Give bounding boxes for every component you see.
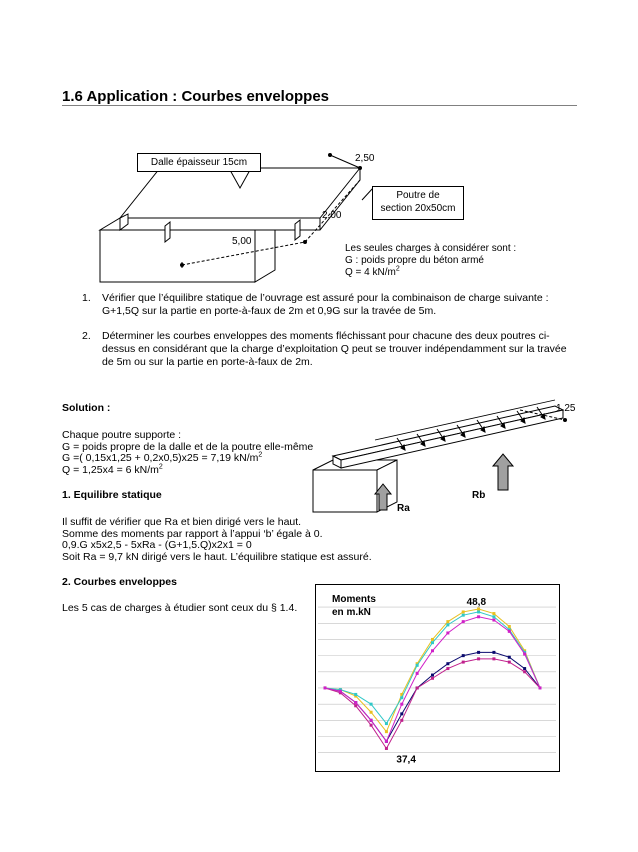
series-point xyxy=(370,719,373,722)
dim-overhang-label: 2,00 xyxy=(322,210,342,221)
list-item: 1. Vérifier que l’équilibre statique de l’ouvrage est assuré pour la combinaison de charge suivante : G+1,5Q sur la partie en porte-à-faux de 2m et 0,9G sur la travée de 5m. xyxy=(82,292,549,317)
callout-slab: Dalle épaisseur 15cm xyxy=(137,153,261,172)
series-point xyxy=(523,653,526,656)
series-point xyxy=(431,638,434,641)
series-point xyxy=(539,686,542,689)
loads-block: Les seules charges à considérer sont : G : poids propre du béton armé Q = 4 $kN/m^2$ xyxy=(345,243,517,278)
series-point xyxy=(462,654,465,657)
series-point xyxy=(446,620,449,623)
series-point xyxy=(462,610,465,613)
series-point xyxy=(431,677,434,680)
series-point xyxy=(416,664,419,667)
series-point xyxy=(400,703,403,706)
series-point xyxy=(508,661,511,664)
series-point xyxy=(354,704,357,707)
solution-heading: Solution : xyxy=(62,402,111,414)
series-point xyxy=(416,686,419,689)
sec2-heading: 2. Courbes enveloppes xyxy=(62,576,177,588)
sec1-heading: 1. Equilibre statique xyxy=(62,489,162,501)
series-point xyxy=(416,672,419,675)
chart-title-line1: Moments xyxy=(332,594,376,605)
series-point xyxy=(492,651,495,654)
series-point xyxy=(446,623,449,626)
chart-annotation-min: 37,4 xyxy=(396,754,416,766)
series-point xyxy=(477,610,480,613)
series-point xyxy=(354,701,357,704)
series-point xyxy=(446,662,449,665)
sec2-text: Les 5 cas de charges à étudier sont ceux du § 1.4. xyxy=(62,602,298,614)
beam-load-drawing xyxy=(305,398,585,518)
sec1-text: Il suffit de vérifier que Ra et bien dirigé vers le haut. Somme des moments par rapport à l’appui ‘b’ égale à 0. 0,9.G x5x2,5 - 5xRa - (G+1,5.Q)x2x1 = 0 Soit Ra = 9,7 kN dirigé vers le haut. L’équilibre statique est assuré. xyxy=(62,516,372,563)
series-point xyxy=(477,615,480,618)
chart-annotation-max: 48,8 xyxy=(466,597,487,609)
series-point xyxy=(492,657,495,660)
series-point xyxy=(400,712,403,715)
series-point xyxy=(339,690,342,693)
series-point xyxy=(385,740,388,743)
reaction-arrow-rb xyxy=(493,454,513,490)
series-point xyxy=(462,614,465,617)
series-point xyxy=(370,711,373,714)
callout-beam: Poutre de section 20x50cm xyxy=(372,186,464,220)
series-point xyxy=(431,649,434,652)
series-point xyxy=(477,657,480,660)
moment-envelope-chart xyxy=(315,584,560,772)
series-point xyxy=(446,667,449,670)
series-point xyxy=(462,620,465,623)
series-point xyxy=(477,651,480,654)
chart-title-line2: en m.kN xyxy=(332,607,371,618)
support-front-face xyxy=(313,470,377,512)
series-point xyxy=(370,724,373,727)
series-point xyxy=(324,686,327,689)
section-title: 1.6 Application : Courbes enveloppes xyxy=(62,88,329,105)
series-point xyxy=(431,641,434,644)
dim-top-label: 2,50 xyxy=(355,153,375,164)
series-point xyxy=(385,722,388,725)
dim-span-label: 5,00 xyxy=(232,236,252,247)
series-point xyxy=(431,674,434,677)
series-point xyxy=(523,670,526,673)
rb-label: Rb xyxy=(472,490,486,501)
series-point xyxy=(370,703,373,706)
question-list xyxy=(62,292,622,372)
solution-loads: Chaque poutre supporte : G = poids propre de la dalle et de la poutre elle-même G =( 0,15x1,25 + 0,2x0,5)x25 = 7,19 $kN/m^2$ Q = 1,25x4 = 6 $kN/m^2$ xyxy=(62,429,314,476)
series-point xyxy=(492,612,495,615)
series-point xyxy=(508,656,511,659)
series-point xyxy=(400,719,403,722)
series-point xyxy=(523,667,526,670)
dim-125-label: 1,25 xyxy=(556,403,576,414)
ra-label: Ra xyxy=(397,503,410,514)
series-point xyxy=(492,615,495,618)
series-point xyxy=(354,693,357,696)
series-point xyxy=(385,730,388,733)
list-item: 2. Déterminer les courbes enveloppes des moments fléchissant pour chacune des deux poutres ci- dessus en considérant que la charge d’exploitation Q peut se trouver indépendamment sur la travée de 5m ou sur la partie en porte-à-faux de 2m. xyxy=(82,330,567,368)
series-point xyxy=(400,696,403,699)
series-point xyxy=(462,661,465,664)
beam xyxy=(333,406,563,460)
series-point xyxy=(492,619,495,622)
title-rule xyxy=(62,105,577,106)
series-point xyxy=(508,630,511,633)
series-point xyxy=(385,747,388,750)
series-point xyxy=(508,625,511,628)
series-point xyxy=(446,631,449,634)
